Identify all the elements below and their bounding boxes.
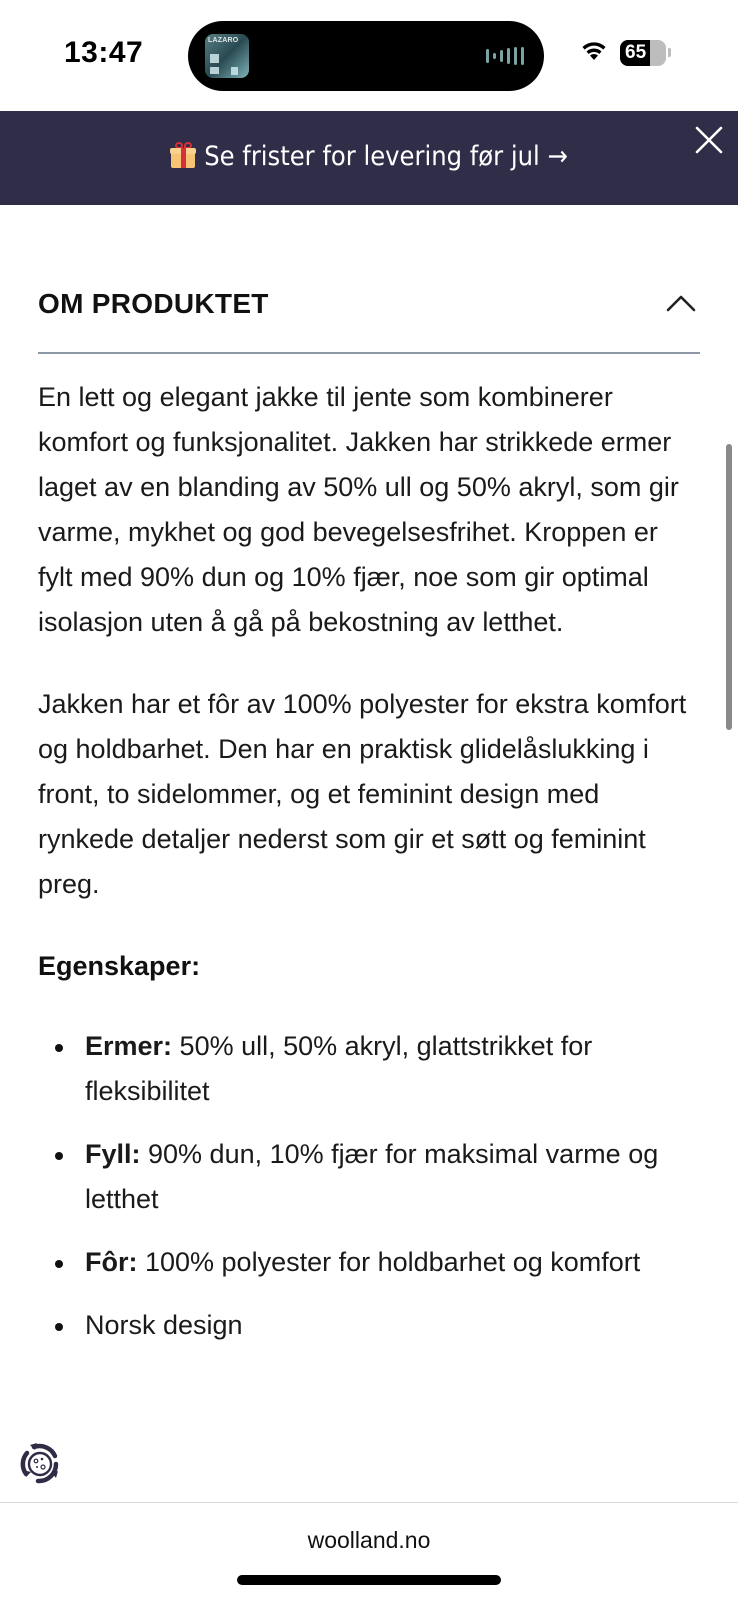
feature-text: 50% ull, 50% akryl, glattstrikket for fleksibilitet	[85, 1031, 593, 1106]
battery-level: 65	[625, 42, 647, 63]
feature-text: Norsk design	[85, 1310, 243, 1340]
browser-address-bar[interactable]	[0, 1502, 738, 1600]
product-description	[38, 375, 698, 1366]
feature-text: 90% dun, 10% fjær for maksimal varme og letthet	[85, 1139, 659, 1214]
close-icon[interactable]	[694, 125, 724, 155]
description-paragraph: En lett og elegant jakke til jente som kombinerer komfort og funksjonalitet. Jakken har strikkede ermer laget av en blanding av 50% ull og 50% akryl, som gir varme, mykhet og god bevegelsesfrihet. Kroppen er fylt med 90% dun og 10% fjær, noe som gir optimal isolasjon uten å gå på bekostning av letthet.	[38, 382, 679, 637]
audio-waveform-icon	[486, 44, 524, 68]
url-text[interactable]: woolland.no	[307, 1527, 431, 1553]
feature-label: Fyll:	[85, 1139, 141, 1169]
chevron-up-icon[interactable]	[666, 294, 696, 312]
cookie-settings-icon[interactable]	[12, 1436, 68, 1492]
features-heading: Egenskaper:	[38, 951, 201, 981]
status-time: 13:47	[64, 36, 144, 69]
feature-label: Fôr:	[85, 1247, 138, 1277]
feature-item	[38, 1024, 698, 1114]
promo-banner	[0, 111, 738, 205]
battery-tip	[668, 48, 671, 57]
artwork-text: LAZARO	[208, 37, 239, 44]
feature-item	[38, 1240, 698, 1285]
page-scrollbar[interactable]	[726, 444, 732, 730]
dynamic-island[interactable]	[188, 21, 544, 91]
feature-item	[38, 1132, 698, 1222]
feature-text: 100% polyester for holdbarhet og komfort	[137, 1247, 641, 1277]
delivery-deadlines-link[interactable]	[0, 141, 738, 172]
battery-indicator	[620, 40, 666, 66]
now-playing-artwork	[205, 34, 249, 78]
gift-icon	[170, 142, 196, 168]
accordion-header-om-produktet[interactable]	[38, 280, 700, 354]
status-bar	[0, 0, 738, 110]
features-list	[38, 1024, 698, 1348]
feature-label: Ermer:	[85, 1031, 173, 1061]
wifi-icon	[580, 40, 608, 62]
feature-item	[38, 1303, 698, 1348]
promo-text: Se frister for levering før jul →	[204, 141, 568, 172]
description-paragraph: Jakken har et fôr av 100% polyester for ekstra komfort og holdbarhet. Den har en praktisk glidelåslukking i front, to sidelommer, og et feminint design med rynkede detaljer nederst som gir et søtt og feminint preg.	[38, 689, 687, 899]
home-indicator[interactable]	[237, 1575, 501, 1585]
accordion-title: OM PRODUKTET	[38, 288, 269, 319]
